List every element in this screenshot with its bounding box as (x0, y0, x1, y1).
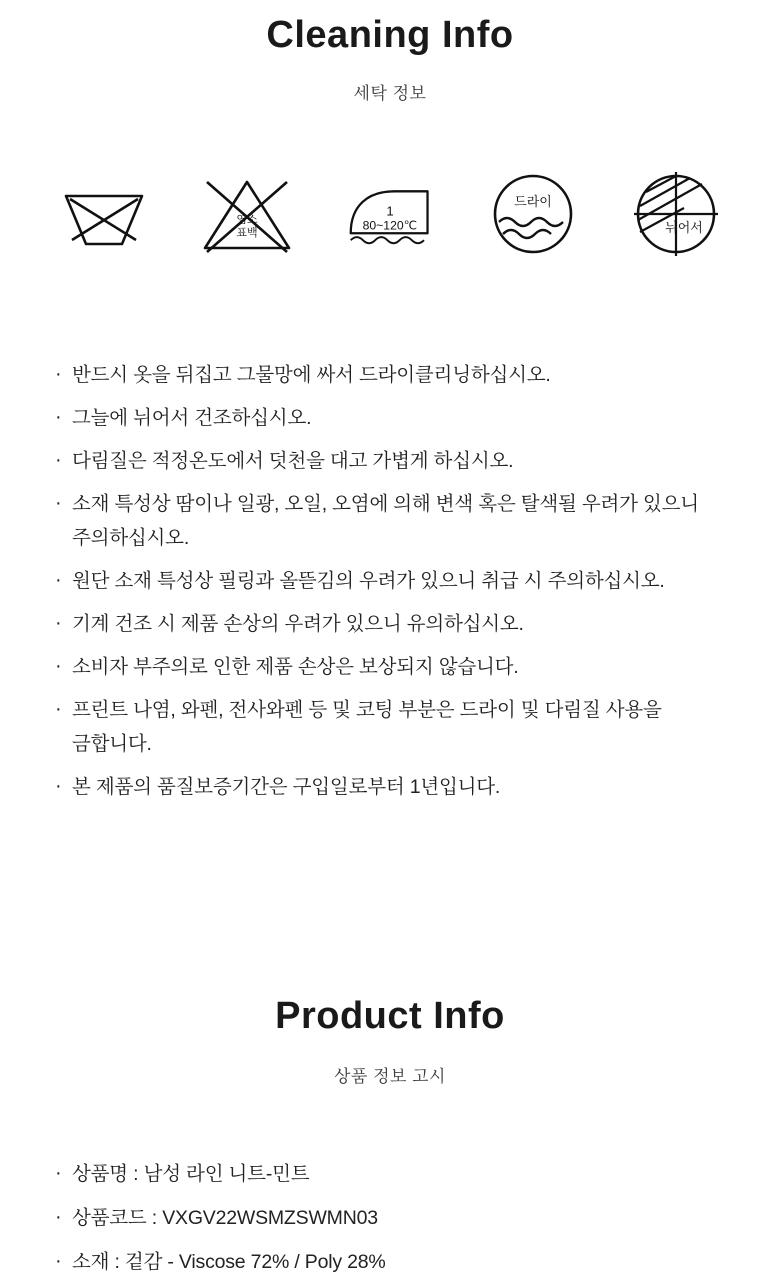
svg-text:드라이: 드라이 (514, 194, 552, 209)
cleaning-instruction-list (55, 358, 740, 813)
list-item: · 그늘에 뉘어서 건조하십시오. (55, 401, 740, 435)
product-info-title: Product Info (275, 995, 505, 1037)
no-bleach-icon (199, 166, 295, 262)
dry-flat-in-shade-icon (628, 166, 724, 262)
list-item: · 반드시 옷을 뒤집고 그물망에 싸서 드라이클리닝하십시오. (55, 358, 740, 392)
no-hand-wash-icon (56, 166, 152, 262)
list-item: · 원단 소재 특성상 필링과 올뜯김의 우려가 있으니 취급 시 주의하십시오. (55, 564, 740, 598)
list-item: · 본 제품의 품질보증기간은 구입일로부터 1년입니다. (55, 770, 740, 804)
dry-clean-icon (485, 166, 581, 262)
list-item: · 소재 특성상 땀이나 일광, 오일, 오염에 의해 변색 혹은 탈색될 우려가 있으니 주의하십시오. (55, 487, 740, 555)
list-item: · 소재 : 겉감 - Viscose 72% / Poly 28% (55, 1240, 740, 1284)
svg-text:뉘어서: 뉘어서 (665, 220, 703, 235)
product-info-subtitle: 상품 정보 고시 (334, 1067, 446, 1086)
product-info-list (55, 1152, 740, 1284)
list-item: · 프린트 나염, 와펜, 전사와펜 등 및 코팅 부분은 드라이 및 다림질 사용을 금합니다. (55, 693, 740, 761)
svg-text:80~120℃: 80~120℃ (362, 218, 418, 233)
list-item: · 소비자 부주의로 인한 제품 손상은 보상되지 않습니다. (55, 650, 740, 684)
care-symbols-row (0, 166, 780, 262)
cleaning-info-title: Cleaning Info (266, 14, 514, 56)
list-item: · 다림질은 적정온도에서 덧천을 대고 가볍게 하십시오. (55, 444, 740, 478)
iron-low-temp-icon (342, 166, 438, 262)
list-item: · 상품명 : 남성 라인 니트-민트 (55, 1152, 740, 1196)
svg-text:표백: 표백 (236, 227, 258, 239)
list-item: · 기계 건조 시 제품 손상의 우려가 있으니 유의하십시오. (55, 607, 740, 641)
svg-text:염소: 염소 (236, 214, 258, 226)
cleaning-info-subtitle: 세탁 정보 (353, 84, 427, 103)
list-item: · 상품코드 : VXGV22WSMZSWMN03 (55, 1196, 740, 1240)
svg-text:1: 1 (386, 203, 394, 219)
